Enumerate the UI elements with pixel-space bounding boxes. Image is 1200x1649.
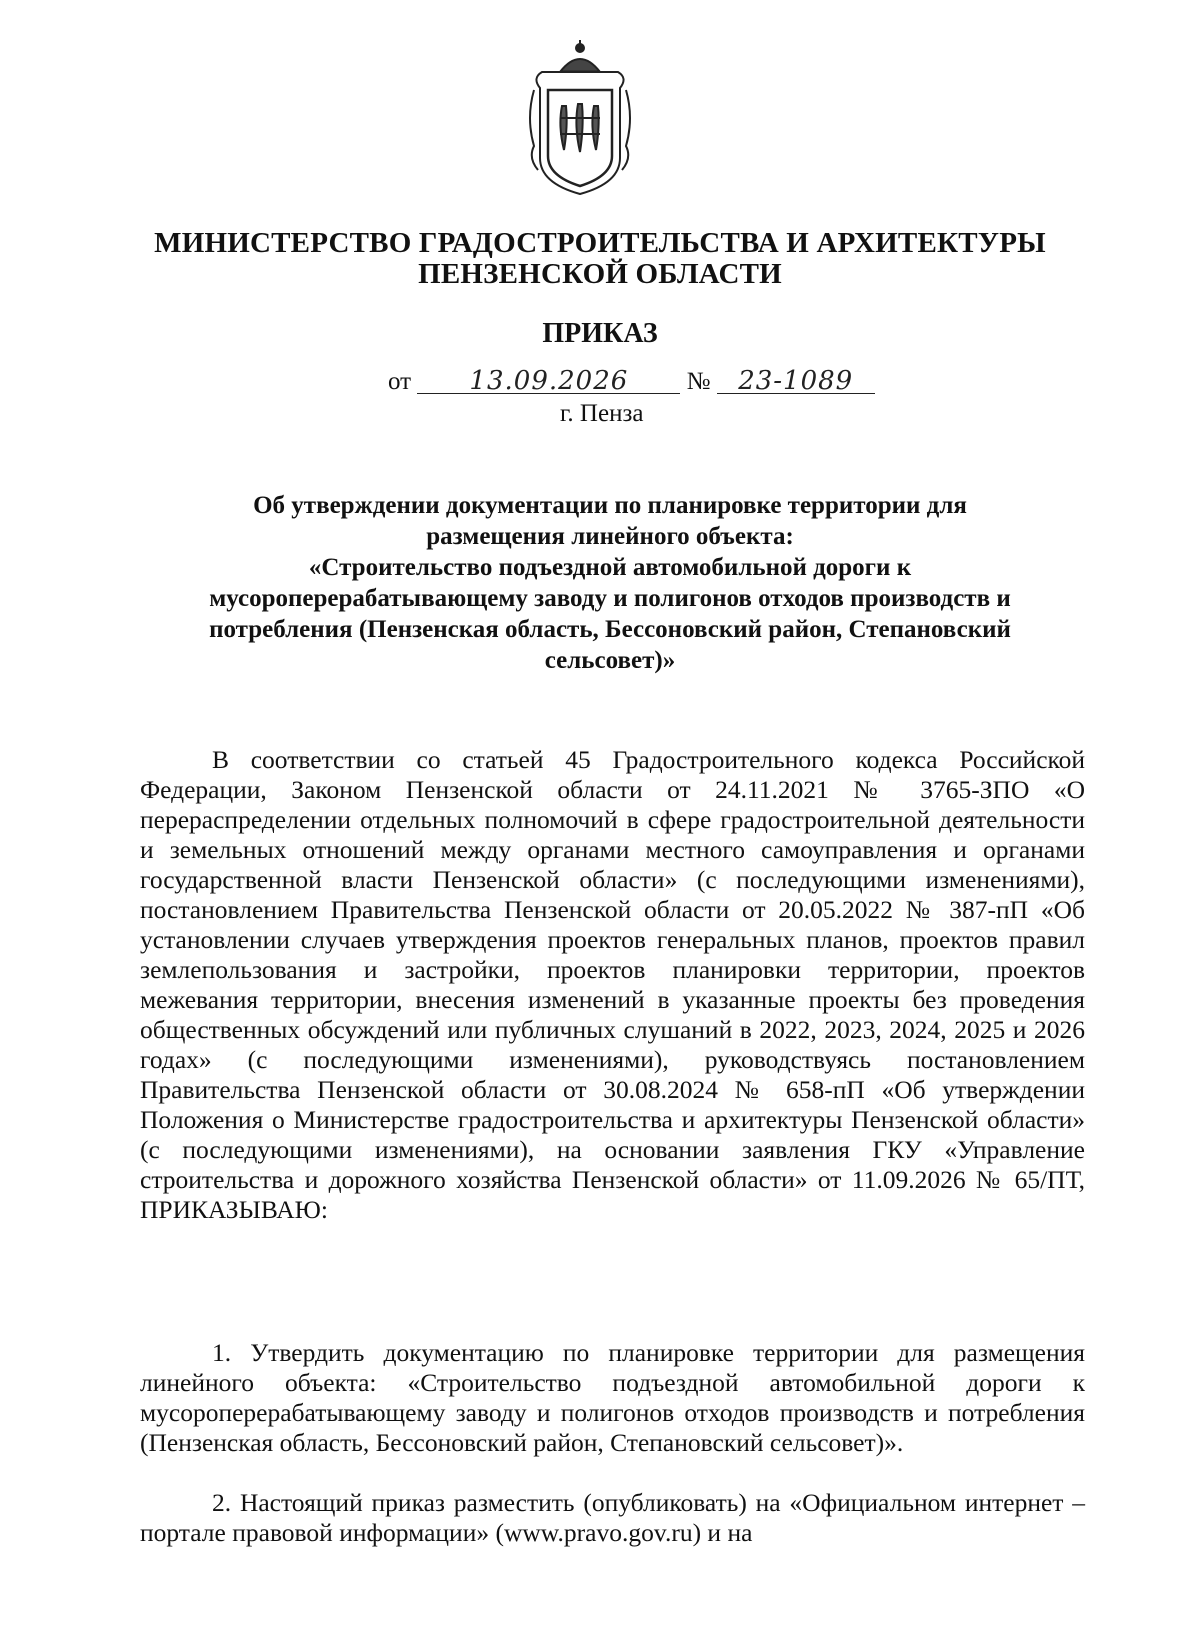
subject-line: сельсовет)»	[544, 647, 676, 674]
handwritten-number: 23-1089	[717, 369, 875, 394]
handwritten-date: 13.09.2026	[417, 369, 680, 394]
order-item-1: 1. Утвердить документацию по планировке территории для размещения линейного объекта: «Строительство подъездной автомобильной дороги к мусороперерабатывающему заводу и полигонов отходов производств и потребления (Пензенская область, Бессоновский район, Степановский сельсовет)».	[140, 1338, 1085, 1457]
date-prefix: от	[388, 368, 412, 395]
subject-line: размещения линейного объекта:	[426, 523, 794, 550]
preamble-paragraph: В соответствии со статьей 45 Градостроительного кодекса Российской Федерации, Законом Пензенской области от 24.11.2021 № 3765-ЗПО «О перераспределении отдельных полномочий в сфере градостроительной деятельности и земельных отношений между органами местного самоуправления и органами государственной власти Пензенской области» (с последующими изменениями), постановлением Правительства Пензенской области от 20.05.2022 № 387-пП «Об установлении случаев утверждения проектов генеральных планов, проектов правил землепользования и застройки, проектов планировки территории, проектов межевания территории, внесения изменений в указанные проекты без проведения общественных обсуждений или публичных слушаний в 2022, 2023, 2024, 2025 и 2026 годах» (с последующими изменениями), руководствуясь постановлением Правительства Пензенской области от 30.08.2024 № 658-пП «Об утверждении Положения о Министерстве градостроительства и архитектуры Пензенской области» (с последующими изменениями), на основании заявления ГКУ «Управление строительства и дорожного хозяйства Пензенской области» от 11.09.2026 № 65/ПТ, ПРИКАЗЫВАЮ:	[140, 745, 1085, 1224]
order-date-number-line	[388, 368, 875, 396]
ministry-title-line2: ПЕНЗЕНСКОЙ ОБЛАСТИ	[418, 258, 782, 290]
subject-line: мусороперерабатывающему заводу и полигонов отходов производств и	[209, 585, 1011, 612]
number-prefix: №	[686, 368, 711, 395]
order-title: ПРИКАЗ	[542, 318, 658, 349]
order-subject	[160, 490, 1060, 676]
order-item-2: 2. Настоящий приказ разместить (опубликовать) на «Официальном интернет – портале правовой информации» (www.pravo.gov.ru) и на	[140, 1488, 1085, 1547]
ministry-title	[140, 228, 1060, 290]
coat-of-arms-icon	[520, 38, 640, 198]
ministry-title-line1: МИНИСТЕРСТВО ГРАДОСТРОИТЕЛЬСТВА И АРХИТЕКТУРЫ	[154, 227, 1046, 259]
subject-line: Об утверждении документации по планировке территории для	[253, 492, 967, 519]
city: г. Пенза	[560, 400, 644, 427]
subject-line: «Строительство подъездной автомобильной дороги к	[308, 554, 912, 581]
subject-line: потребления (Пензенская область, Бессоновский район, Степановский	[209, 616, 1011, 643]
